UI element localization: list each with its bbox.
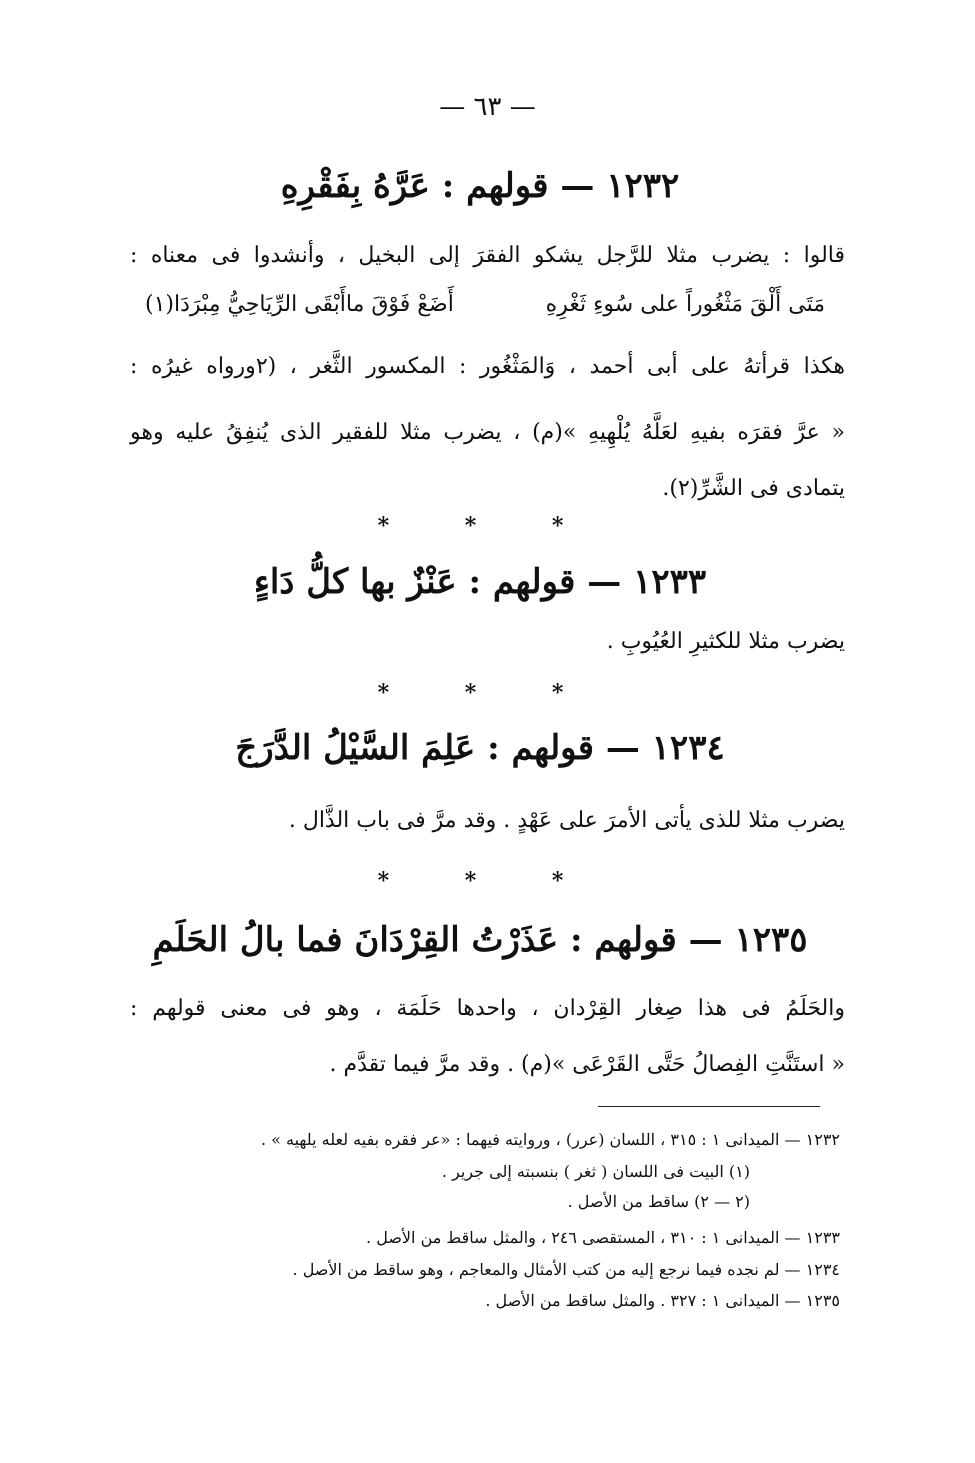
entry-1232-line-4: يتمادى فى الشَّرِّ(٢).: [662, 476, 845, 501]
entry-1234-line-1: يضرب مثلا للذى يأتى الأمرَ على عَهْدٍ . وقد مرَّ فى باب الذَّال .: [288, 808, 845, 833]
section-separator: * * *: [377, 868, 598, 894]
entry-1232-line-1: قالوا : يضرب مثلا للرَّجل يشكو الفقرَ إلى البخيل ، وأنشدوا فى معناه :: [130, 243, 845, 268]
verse-right-hemistich: مَتَى أَلْقَ مَثْغُوراً على سُوءِ ثَغْرِهِ: [545, 292, 825, 317]
section-separator: * * *: [377, 513, 598, 539]
entry-heading-1234: ١٢٣٤ — قولهم : عَلِمَ السَّيْلُ الدَّرَجَ: [235, 728, 725, 768]
entry-1232-line-3: « عرَّ فقرَه بفيهِ لعَلَّهُ يُلْهِيهِ »(م) ، يضرب مثلا للفقير الذى يُنفِقُ عليه وهو: [130, 420, 845, 445]
entry-1233-line-1: يضرب مثلا للكثيرِ العُيُوبِ .: [606, 629, 845, 654]
entry-1235-line-2: « استَنَّتِ الفِصالُ حَتَّى القَرْعَى »(م) . وقد مرَّ فيما تقدَّم .: [329, 1052, 845, 1077]
entry-heading-1235: ١٢٣٥ — قولهم : عَذَرْتُ القِرْدَانَ فما بالُ الحَلَمِ: [152, 920, 808, 960]
entry-1232-line-2: هكذا قرأتهُ على أبى أحمد ، وَالمَثْغُور : المكسور الثَّغر ، (٢ورواه غيرُه :: [130, 354, 846, 379]
footnote-1232-note-1: (١) البيت فى اللسان ( ثغر ) بنسبته إلى جرير .: [441, 1162, 750, 1181]
footnote-rule: [598, 1106, 820, 1107]
footnote-1235: ١٢٣٥ — الميدانى ١ : ٣٢٧ . والمثل ساقط من الأصل .: [485, 1291, 840, 1310]
footnote-1233: ١٢٣٣ — الميدانى ١ : ٣١٠ ، المستقصى ٢٤٦ ، والمثل ساقط من الأصل .: [366, 1228, 840, 1247]
page-number: — ٦٣ —: [439, 92, 536, 122]
entry-heading-1232: ١٢٣٢ — قولهم : عَرَّهُ بِفَقْرِهِ: [280, 166, 680, 206]
section-separator: * * *: [377, 680, 598, 706]
footnote-1234: ١٢٣٤ — لم نجده فيما نرجع إليه من كتب الأمثال والمعاجم ، وهو ساقط من الأصل .: [292, 1260, 840, 1279]
verse-left-hemistich: أَضَعْ فَوْقَ ماأَبْقَى الرِّيَاحِيُّ مِبْرَدَا(١): [145, 292, 454, 317]
footnote-1232-note-2: (٢ — ٢) ساقط من الأصل .: [567, 1192, 750, 1211]
entry-1235-line-1: والحَلَمُ فى هذا صِغار القِرْدان ، واحدها حَلَمَة ، وهو فى معنى قولهم :: [130, 996, 845, 1021]
verse-line: [145, 292, 825, 317]
footnote-1232: ١٢٣٢ — الميدانى ١ : ٣١٥ ، اللسان (عرر) ، وروايته فيهما : «عر فقره بفيه لعله يلهيه » .: [260, 1130, 840, 1149]
entry-heading-1233: ١٢٣٣ — قولهم : عَنْزٌ بها كلُّ دَاءٍ: [253, 562, 707, 602]
